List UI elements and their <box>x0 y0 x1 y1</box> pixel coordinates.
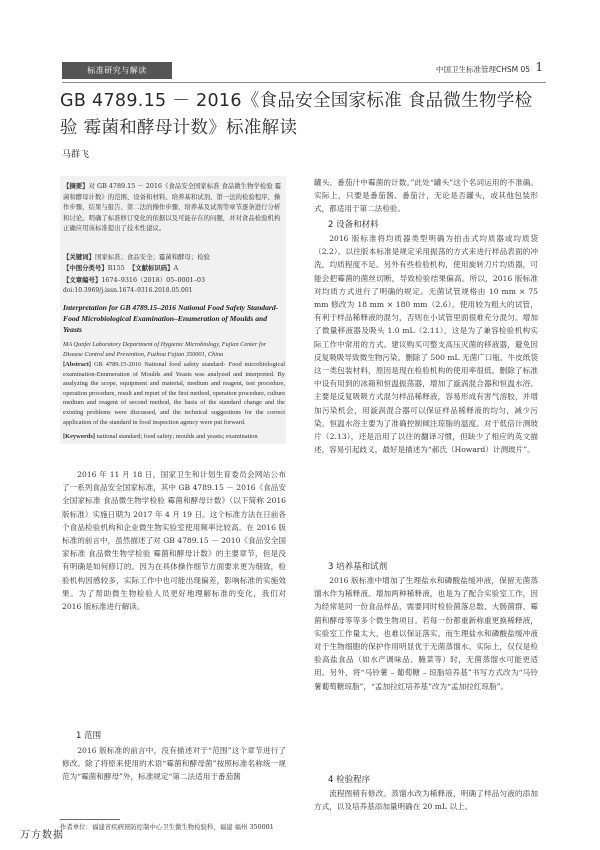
procedure-paragraph: 流程图稍有修改。蒸馏水改为稀释液，明确了样品匀液的添加方式，以及培养基添加量明确在 20 mL 以上。 <box>314 789 538 812</box>
author: 马群飞 <box>62 150 90 160</box>
journal-name <box>436 64 530 75</box>
english-affiliation: MA Qunfei Laboratory Department of Hygienic Microbiology, Fujian Center for Disease Control and Prevention, Fuzhou Fujian 350001, China <box>63 341 267 358</box>
media-paragraph: 2016 版标准中增加了生理盐水和磷酸盐缓冲液，保留无菌蒸馏水作为稀释液。增加两种稀释液，也是为了配合实验室工作，因为经常是同一份食品样品，需要同时检验菌落总数、大肠菌群、霉菌和酵母等等多个微生物项目。若每一份都重新称重更换稀释液，实验室工作量太大，也难以保证落实。而生理盐水和磷酸盐缓冲液对于生物细胞的保护作用明显优于无菌蒸馏水。实际上，仅仅是检验高盐食品（如水产调味品、腌菜等）时，无菌蒸馏水可能更适用。另外，将“马铃薯 – 葡萄糖 – 琼脂培养基”书写方式改为“马铃薯葡萄糖琼脂”，“孟加拉红培养基”改为“孟加拉红琼脂”。 <box>314 576 538 691</box>
heading-media: 3 培养基和试剂 <box>328 562 388 572</box>
abstract-cn <box>63 181 285 234</box>
article-id-line <box>63 275 285 284</box>
scope-paragraph-continued: 罐头、番茄汁中霉菌的计数。”此处“罐头”这个名词运用的不准确。实际上，只要是番茄酱、番茄汁，无论是否罐头，或其他包装形式，都适用于第二法检验。 <box>314 178 538 214</box>
english-keywords-text: national standard; food safety; moulds and yeasts; examination <box>96 433 258 440</box>
article-id-value: 1674–9316（2018）05–0001–03 <box>101 276 206 284</box>
equipment-paragraph: 2016 版标准将均质器类型明确为拍击式均质器或均质袋（2.2）。以往版本标准是规定采用振荡的方式来进行样品表面的冲洗，均质程度不足。另外有些检验机构，使用旋转刀片均质器，可能会把霉菌的菌丝切断，导致检验结果偏高。所以，2016 版标准对均质方式进行了明确的规定。无菌试管规格由 10 mm × 75 mm 修改为 18 mm × 180 mm（2.6）。使用较为粗大的试管，有利于样品稀释液的混匀，否则在小试管里面很难充分混匀。增加了微量移液器及吸头 1.0 mL（2.11），这是为了兼容检验机构实际工作中常用的方式。建议购买可整支高压灭菌的移液器，避免因反复吸吸导致微生物污染。删除了 500 mL 无菌广口瓶、牛皮纸袋这一类包装材料，原因是现在检验机构的使用率很低。删除了标准中设有用到的冰箱和恒温振荡器，增加了漩涡混合器和恒温水浴。主要是反复吸吸方式混匀样品稀释液，容易形成有害气溶胶，并增加污染机会，用漩涡混合器可以保证样品稀释液的均匀，减少污染。恒温水浴主要为了准确控制倾注琼脂的温度。对于低倍计测玻片（2.13），还是沿用了以往的翻译习惯，但缺少了相应的英文描述，容易引起歧义，最好是描述为“郝氏（Howard）计测玻片”。 <box>314 234 538 455</box>
page-number: 1 <box>535 60 543 74</box>
english-keywords <box>63 433 285 440</box>
wanfang-logo: 万方数据 <box>20 830 64 841</box>
author-affiliation-footnote: 作者单位：福建省疾病预防控制中心卫生微生物检验科，福建 福州 350001 <box>60 823 274 831</box>
keywords-cn-text: 国家标准；食品安全；霉菌和酵母；检验 <box>94 253 210 261</box>
english-abstract <box>63 360 285 427</box>
article-title: GB 4789.15 － 2016《食品安全国家标准 食品微生物学检验 霉菌和酵母计数》标准解读 <box>60 91 533 138</box>
english-abstract-text: GB 4789.15-2016 National food safety standard- Food microbiological examination-Enumeration of Moulds and Yeasts was analyzed and interpreted. By analyzing the scope, equipment and material, medium and reagent, test procedure, operation procedure, result and report of the first method, operation procedure, culture medium and reagent of second method, the basis of the standard change and the existing problems were discussed, and the technical suggestions for the correct application of the standard in food inspection agency were put forward. <box>63 361 285 426</box>
english-title: Interpretation for GB 4789.15–2016 National Food Safety Standard- Food Microbiological Examination–Enumeration of Moulds and Yeasts <box>63 303 279 334</box>
doc-label: 【文献标识码】 <box>128 264 174 272</box>
keywords-cn-label: 【关键词】 <box>63 253 95 261</box>
intro-paragraph: 2016 年 11 月 18 日，国家卫生和计划生育委员会网站公布了一系列食品安全国家标准，其中 GB 4789.15 － 2016《食品安全国家标准 食品微生物学检验 霉菌和酵母计数》（以下简称 2016 版标准）实施日期为 2017 年 4 月 19 日。这个标准方法在日前各个食品检验机构和企业微生物实验室使用频率比较高。在 2016 版标准的前言中，虽然描述了对 GB 4789.15 － 2010《食品安全国家标准 食品微生物学检验 霉菌和酵母计数》的主要章节，但是没有明确是如何修订的。因为在具体操作细节方面要求更为细致，检验机构因感较多，实际工作中也可能出现偏差，影响标准的实施效果。为了帮助微生物检验人员更好地理解标准的变化，我们对 2016 版标准进行解读。 <box>62 470 286 612</box>
abstract-cn-label: 【摘要】 <box>63 182 89 190</box>
classification-line <box>63 263 285 272</box>
heading-equipment: 2 设备和材料 <box>328 220 379 230</box>
heading-procedure: 4 检验程序 <box>328 775 371 785</box>
header-divider <box>62 82 546 83</box>
footnote-divider <box>60 819 120 820</box>
article-id-label: 【文章编号】 <box>63 276 102 284</box>
scope-paragraph: 2016 版标准的前言中，没有描述对于“范围”这个章节进行了修改。除了将原来使用的术语“霉菌和酵母菌”按照标准名称统一规范为“霉菌和酵母”外，标准规定“第二法适用于番茄酱 <box>62 746 286 782</box>
clc-label: 【中图分类号】 <box>63 264 108 272</box>
section-tag: 标准研究与解读 <box>62 62 172 79</box>
doc-value: A <box>173 264 179 272</box>
heading-scope: 1 范围 <box>76 731 102 741</box>
keywords-cn <box>63 252 285 261</box>
clc-value: R155 <box>107 264 125 272</box>
abstract-cn-text: 对 GB 4789.15 － 2016《食品安全国家标准 食品微生物学检验 霉菌和酵母计数》的范围、设备和材料、培养基和试剂、第一法的检验程序、操作步骤、结果与报告、第二法的操作步骤、培养基及试剂等章节逐条进行分析和讨论。明确了标准修订变化的依据以及可能存在的问题，并对食品检验机构正确应用该标准提出了技术性建议。 <box>63 182 282 233</box>
english-abstract-label: [Abstract] <box>63 361 92 368</box>
doi: doi:10.3969/j.issn.1674–9316.2018.05.001 <box>63 287 193 294</box>
journal-title: 中国卫生标准管理CHSM 05 <box>435 65 530 74</box>
english-keywords-label: [Keywords] <box>63 433 95 440</box>
